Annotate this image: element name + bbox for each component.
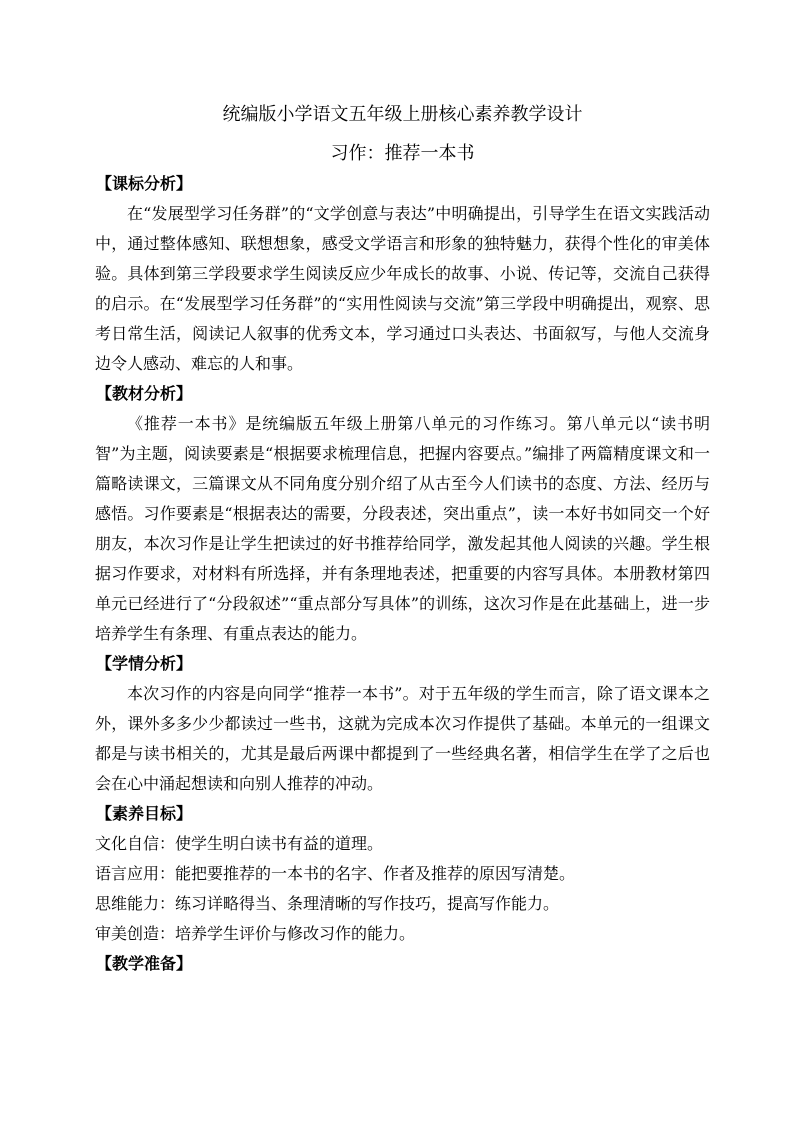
goal-item-aesthetics: 审美创造：培养学生评价与修改习作的能力。: [95, 924, 416, 943]
goal-item-culture: 文化自信：使学生明白读书有益的道理。: [95, 834, 384, 853]
section-heading-curriculum: 【课标分析】: [96, 174, 193, 193]
paragraph-curriculum: 在“发展型学习任务群”的“文学创意与表达”中明确提出，引导学生在语文实践活动中，通过整体感知、联想想象，感受文学语言和形象的独特魅力，获得个性化的审美体验。具体到第三学段要求学生阅读反应少年成长的故事、小说、传记等，交流自己获得的启示。在“发展型学习任务群”的“实用性阅读与交流”第三学段中明确提出，观察、思考日常生活，阅读记人叙事的优秀文本，学习通过口头表达、书面叙写，与他人交流身边令人感动、难忘的人和事。: [95, 204, 710, 373]
paragraph-textbook: 《推荐一本书》是统编版五年级上册第八单元的习作练习。第八单元以“读书明智”为主题，阅读要素是“根据要求梳理信息，把握内容要点。”编排了两篇精度课文和一篇略读课文，三篇课文从不同角度分别介绍了从古至今人们读书的态度、方法、经历与感悟。习作要素是“根据表达的需要，分段表述，突出重点”，读一本好书如同交一个好朋友，本次习作是让学生把读过的好书推荐给同学，激发起其他人阅读的兴趣。学生根据习作要求，对材料有所选择，并有条理地表述，把重要的内容写具体。本册教材第四单元已经进行了“分段叙述”“重点部分写具体”的训练，这次习作是在此基础上，进一步培养学生有条理、有重点表达的能力。: [95, 414, 710, 643]
document-content: [95, 100, 710, 979]
document-title: 统编版小学语文五年级上册核心素养教学设计: [222, 104, 583, 125]
paragraph-students: 本次习作的内容是向同学“推荐一本书”。对于五年级的学生而言，除了语文课本之外，课外多多少少都读过一些书，这就为完成本次习作提供了基础。本单元的一组课文都是与读书相关的，尤其是最后两课中都提到了一些经典名著，相信学生在学了之后也会在心中涌起想读和向别人推荐的冲动。: [95, 684, 710, 793]
section-heading-preparation: 【教学准备】: [96, 954, 193, 973]
goal-item-thinking: 思维能力：练习详略得当、条理清晰的写作技巧，提高写作能力。: [95, 894, 560, 913]
document-subtitle: 习作：推荐一本书: [330, 143, 475, 164]
goal-item-language: 语言应用：能把要推荐的一本书的名字、作者及推荐的原因写清楚。: [95, 864, 576, 883]
section-heading-textbook: 【教材分析】: [96, 384, 193, 403]
section-heading-goals: 【素养目标】: [96, 804, 193, 823]
section-heading-students: 【学情分析】: [96, 654, 193, 673]
